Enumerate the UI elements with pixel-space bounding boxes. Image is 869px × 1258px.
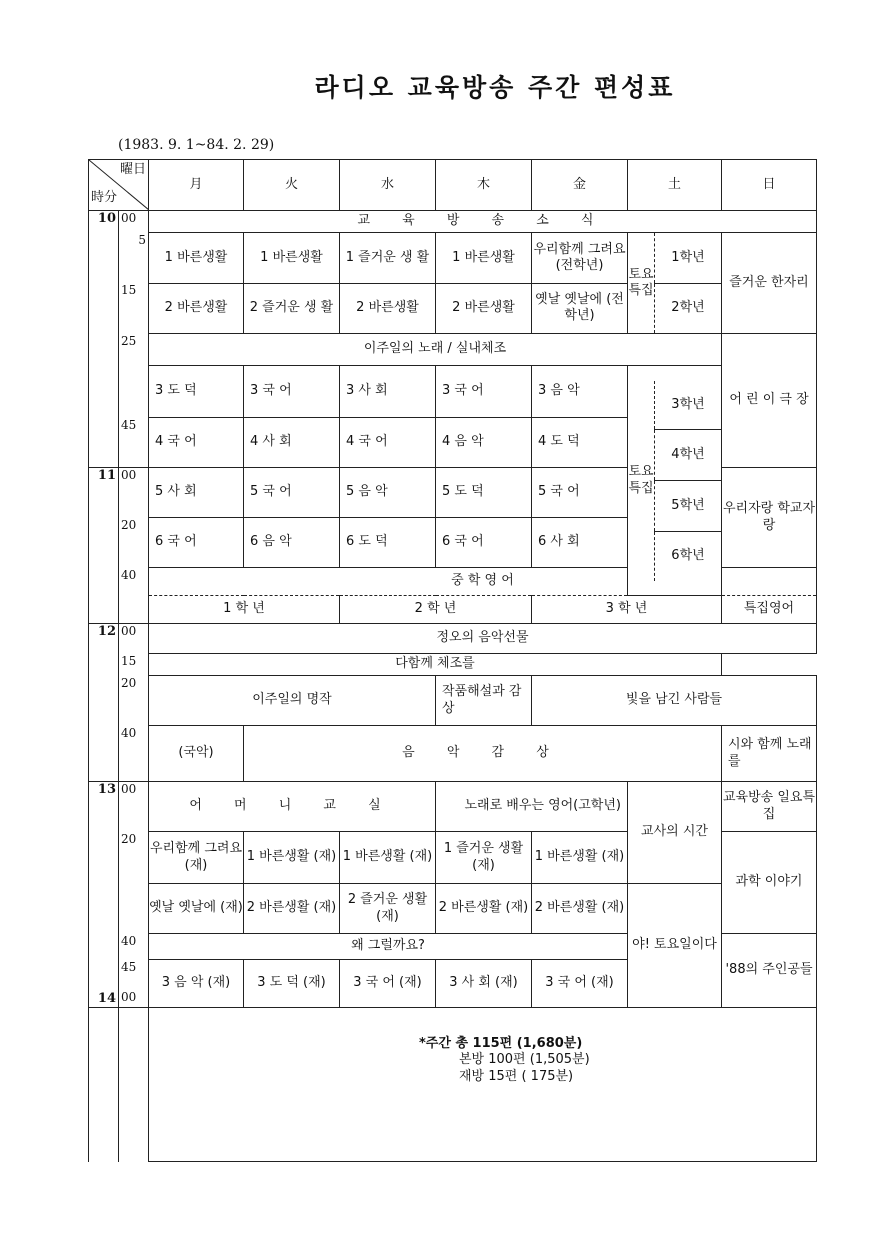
minute-label: 00 (121, 989, 137, 1004)
program-cell: 2 바른생활 (재) (244, 884, 340, 934)
program-cell: 5 사 회 (149, 468, 244, 518)
program-masterpiece: 이주일의 명작 (149, 676, 436, 726)
program-cell: 1 바른생활 (재) (340, 832, 436, 884)
minute-label: 20 (119, 676, 149, 726)
program-cell: 3 사 회 (재) (436, 960, 532, 1008)
program-cell: 2 즐거운 생활(재) (340, 884, 436, 934)
program-cell: 6 도 덕 (340, 518, 436, 568)
program-cell: 2 바른생활 (436, 283, 532, 334)
program-cell: 6 음 악 (244, 518, 340, 568)
program-song: 이주일의 노래 / 실내체조 (149, 334, 722, 366)
program-middle-english: 중 학 영 어 (149, 568, 817, 596)
day-wed: 水 (340, 160, 436, 211)
program-cell: 3 도 덕 (149, 366, 244, 418)
minute-label: 45 (119, 418, 149, 468)
day-mon: 月 (149, 160, 244, 211)
minute-label: 15 (119, 283, 149, 334)
minute-label: 5 (119, 233, 149, 284)
program-cell: 2 즐거운 생 활 (244, 283, 340, 334)
program-cell: 5 도 덕 (436, 468, 532, 518)
summary-total: *주간 총 115편 (1,680분) (419, 1036, 583, 1051)
minute-label: 25 (119, 334, 149, 366)
program-news: 교 육 방 송 소 식 (149, 211, 817, 233)
program-cell: 2 바른생활 (149, 283, 244, 334)
program-cell: 6 사 회 (532, 518, 628, 568)
corner-day-label: 曜日 (119, 162, 146, 177)
program-music-gift: 정오의 음악선물 (149, 624, 817, 654)
program-cell: 4 도 덕 (532, 418, 628, 468)
summary-main: 본방 100편 (1,505분) (459, 1052, 590, 1068)
program-sun-a: 즐거운 한자리 (722, 233, 817, 334)
sat-special-label: 토요특집 (628, 233, 655, 333)
minute-label: 15 (119, 654, 149, 676)
program-cell: 1 바른생활 (436, 233, 532, 284)
program-grade-1: 1 학 년 (149, 596, 340, 624)
program-cell: 2 바른생활 (340, 283, 436, 334)
sat-grade-4: 4학년 (655, 430, 722, 481)
sat-grade-6: 6학년 (671, 547, 705, 563)
hour-label: 14 (89, 960, 119, 1008)
program-sun-special: 교육방송 일요특집 (722, 782, 817, 832)
program-science: 과학 이야기 (722, 832, 817, 934)
day-thu: 木 (436, 160, 532, 211)
sat-grade-5: 5학년 (655, 480, 722, 531)
minute-label: 20 (119, 832, 149, 884)
program-cell: 6 국 어 (149, 518, 244, 568)
minute-label: 00 (119, 782, 149, 832)
program-cell: 3 음 악 (재) (149, 960, 244, 1008)
minute-label: 40 (119, 726, 149, 782)
header-corner (89, 160, 149, 211)
minute-label: 00 (119, 211, 149, 233)
program-mothers: 어 머 니 교 실 (149, 782, 436, 832)
program-poem: 시와 함께 노래를 (722, 726, 817, 782)
sat-grade-3: 3학년 (655, 381, 722, 430)
program-cell: 5 국 어 (244, 468, 340, 518)
program-sun-b: 어 린 이 극 장 (722, 334, 817, 468)
sat-grade-2: 2학년 (671, 300, 705, 316)
day-fri: 金 (532, 160, 628, 211)
program-cell: 3 국 어 (244, 366, 340, 418)
program-cell: 2 바른생활 (재) (436, 884, 532, 934)
minute-label: 40 (119, 568, 149, 596)
program-cell: 4 음 악 (436, 418, 532, 468)
program-cell: 옛날 옛날에 (재) (149, 884, 244, 934)
program-cell: 1 즐거운 생활(재) (436, 832, 532, 884)
day-sun: 日 (722, 160, 817, 211)
program-cell: 3 도 덕 (재) (244, 960, 340, 1008)
program-cell: 4 국 어 (340, 418, 436, 468)
program-cell: 1 즐거운 생 활 (340, 233, 436, 284)
program-gugak: (국악) (149, 726, 244, 782)
program-why: 왜 그럴까요? (149, 934, 628, 960)
minute-label: 40 (119, 934, 149, 960)
hour-label: 12 (89, 624, 119, 654)
day-sat: 土 (628, 160, 722, 211)
sat-grade-1: 1학년 (655, 233, 722, 283)
hour-label: 11 (89, 468, 119, 518)
program-cell: 우리함께 그려요 (전학년) (532, 233, 628, 284)
minute-label: 00 (119, 468, 149, 518)
program-cell: 우리함께 그려요(재) (149, 832, 244, 884)
program-cell: 5 음 악 (340, 468, 436, 518)
program-special-english: 특집영어 (722, 596, 817, 624)
program-song-english: 노래로 배우는 영어(고학년) (436, 782, 628, 832)
summary-rerun: 재방 15편 ( 175분) (459, 1068, 574, 1084)
sat-special-label: 토요특집 (628, 381, 655, 581)
program-cell: 1 바른생활 (재) (532, 832, 628, 884)
program-cell: 2 바른생활 (재) (532, 884, 628, 934)
summary-box (149, 1008, 817, 1162)
hour-label: 10 (89, 211, 119, 233)
program-grade-3: 3 학 년 (532, 596, 722, 624)
program-people: 빛을 남긴 사람들 (532, 676, 817, 726)
program-cell: 1 바른생활 (149, 233, 244, 284)
program-owners: '88의 주인공들 (722, 934, 817, 1008)
program-cell: 1 바른생활 (244, 233, 340, 284)
program-grade-2: 2 학 년 (340, 596, 532, 624)
page-title: 라디오 교육방송 주간 편성표 (314, 73, 676, 102)
hour-label: 13 (89, 782, 119, 832)
day-tue: 火 (244, 160, 340, 211)
program-cell: 옛날 옛날에 (전학년) (532, 283, 628, 334)
program-cell: 3 국 어 (436, 366, 532, 418)
program-cell: 3 국 어 (재) (532, 960, 628, 1008)
program-cell: 4 국 어 (149, 418, 244, 468)
corner-time-label: 時分 (91, 189, 118, 205)
program-cell: 5 국 어 (532, 468, 628, 518)
program-exercise: 다함께 체조를 (149, 654, 722, 676)
program-cell: 6 국 어 (436, 518, 532, 568)
program-cell: 3 음 악 (532, 366, 628, 418)
program-sun-c: 우리자랑 학교자랑 (722, 468, 817, 568)
program-cell: 1 바른생활 (재) (244, 832, 340, 884)
program-cell: 3 사 회 (340, 366, 436, 418)
program-teacher: 교사의 시간 (628, 782, 722, 884)
program-saturday: 야! 토요일이다 (628, 884, 722, 1008)
program-music-listen: 음 악 감 상 (244, 726, 722, 782)
minute-label: 45 (121, 959, 137, 974)
program-appreciation: 작품해설과 감상 (436, 676, 532, 726)
program-cell: 4 사 회 (244, 418, 340, 468)
schedule-period: (1983. 9. 1~84. 2. 29) (118, 137, 275, 153)
program-cell: 3 국 어 (재) (340, 960, 436, 1008)
schedule-table (88, 159, 817, 1162)
minute-label: 20 (119, 518, 149, 568)
minute-label: 00 (119, 624, 149, 654)
